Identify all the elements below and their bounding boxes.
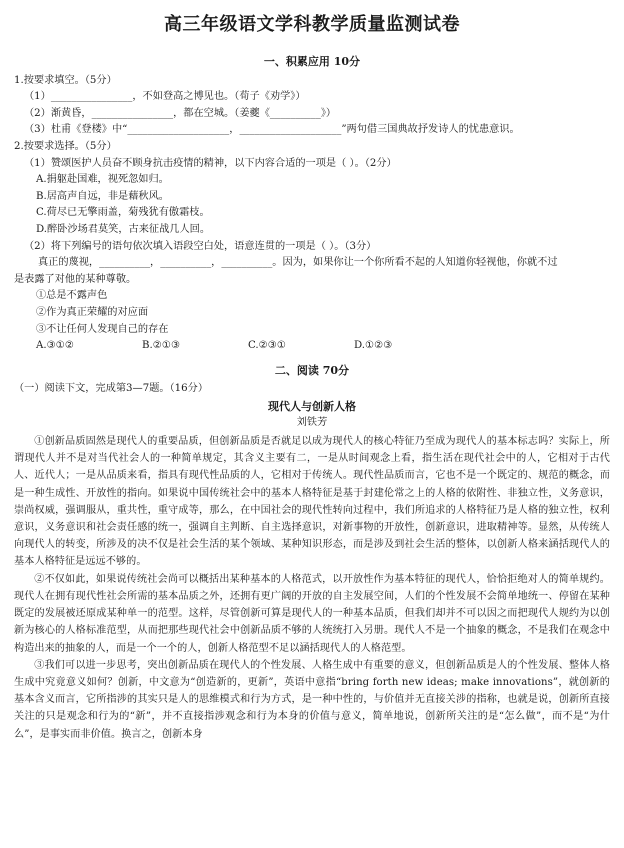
option-a: A.③①②: [36, 340, 74, 352]
question-2-sub2: （2）将下列编号的语句依次填入语段空白处，语意连贯的一项是（ ）。（3分）: [24, 240, 377, 252]
question-2-sub1-option-d: D.醉卧沙场君莫笑，古来征战几人回。: [36, 223, 211, 235]
article-paragraph-2: ②不仅如此，如果说传统社会尚可以概括出某种基本的人格范式，以开放性作为基本特征的现代人，恰恰拒绝对人的简单规约。现代人在拥有现代性社会所需的基本品质之外，还拥有更广阔的开放的自主发展空间，人们的个性发展不会简单地统一、停留在某种既定的发展被还原成某种单一的范型。这样，尽管创新可算是现代人的一种基本品质，但我们却并不可以因之而把现代人规约为以创新为核心的人格标准范型，从而把那些现代社会中创新品质不够的人统统打入另册。现代人不是一个抽象的概念，不是我们在观念中构造出来的抽象的人，而是一个一个的人，创新人格范型不足以涵括现代人的人格范型。: [14, 573, 610, 654]
article-paragraph-3: ③我们可以进一步思考，突出创新品质在现代人的个性发展、人格生成中有重要的意义，但创新品质是人的个性发展、整体人格生成中究竟意义如何？创新，中文意为“创造新的，更新”，英语中意指“bring forth new ideas; make innovations”，就创新的基本含义而言，它所指涉的其实只是人的思维模式和行为方式，是一种中性的，与价值并无直接关涉的指称，也就是说，创新所直接关注的只是观念和行为的“新”，并不直接指涉观念和行为本身的价值与意义，简单地说，创新所关注的是“怎么做”，而不是“为什么”，是事实而非价值。换言之，创新本身: [14, 659, 610, 740]
article-title: 现代人与创新人格: [268, 399, 356, 413]
reading-intro: （一）阅读下文，完成第3—7题。（16分）: [14, 383, 209, 395]
question-2-stem: 2.按要求选择。（5分）: [14, 140, 117, 152]
question-2-sub1: （1）赞颂医护人员奋不顾身抗击疫情的精神，以下内容合适的一项是（ ）。（2分）: [24, 157, 397, 169]
option-c: C.②③①: [248, 340, 287, 352]
article-paragraph-1: ①创新品质固然是现代人的重要品质，但创新品质是否就足以成为现代人的核心特征乃至成为现代人的基本标志吗？实际上，所谓现代人并不是对当代社会人的一种简单规定，其含义主要有二，一是从时间观念上看，指生活在现代社会中的人，它相对于古代人、近代人；一是从品质来看，指具有现代性品质的人，它相对于传统人。现代性品质而言，它也不是一个既定的、规范的概念，而是一种生成性、开放性的指向。如果说中国传统社会中的基本人格特征是基于封建伦常之上的人格的依附性、非独立性，义务意识，崇尚权威，强调服从，重共性，重守成等，那么，在中国社会的现代性转向过程中，我们所追求的人格特征乃是人格的独立性，权利意识，义务意识和社会责任感的统一，强调自主判断、自主选择意识，对新事物的开放性，创新意识，进取精神等。显然，从传统人向现代人的转变，所涉及的决不仅是社会生活的某个领域、某种知识形态，而是涉及到社会生活的整体，以创新人格来涵括现代人的基本人格特征是远远不够的。: [14, 436, 610, 568]
question-1-item-2: （2）渐黄昏，________________，都在空城。（姜夔《__________》）: [24, 107, 337, 119]
question-1-item-1: （1）________________，不如登高之博见也。（荀子《劝学》）: [24, 91, 306, 103]
exam-page: [14, 10, 610, 743]
option-d: D.①②③: [354, 340, 393, 352]
question-2-sub2-options: [14, 338, 610, 355]
option-b: B.②①③: [142, 340, 181, 352]
question-2-sub2-item-1: ①总是不露声色: [36, 290, 108, 302]
section-heading-reading: 二、阅读 70分: [274, 363, 350, 377]
question-2-sub1-option-b: B.居高声自远，非是藉秋风。: [36, 190, 169, 202]
question-1-stem: 1.按要求填空。（5分）: [14, 74, 117, 86]
exam-title: 高三年级语文学科教学质量监测试卷: [164, 14, 460, 35]
question-2-sub2-passage: 真正的蔑视，__________，__________，__________。因为，如果你让一个你所看不起的人知道你轻视他，你就不过: [38, 257, 558, 269]
question-2-sub2-item-3: ③不让任何人发现自己的存在: [36, 323, 169, 335]
question-1-item-3: （3）杜甫《登楼》中“____________________，____________________”两句借三国典故抒发诗人的忧患意识。: [24, 124, 520, 136]
question-2-sub2-item-2: ②作为真正荣耀的对应面: [36, 306, 149, 318]
section-heading-accumulation: 一、积累应用 10分: [263, 55, 361, 68]
article-author: 刘铁芳: [296, 417, 328, 429]
question-2-sub1-option-c: C.荷尽已无擎雨盖，菊残犹有傲霜枝。: [36, 207, 210, 219]
question-2-sub2-passage-cont: 是表露了对他的某种尊敬。: [14, 273, 137, 285]
question-2-sub1-option-a: A.捐躯赴国难，视死忽如归。: [36, 174, 169, 186]
